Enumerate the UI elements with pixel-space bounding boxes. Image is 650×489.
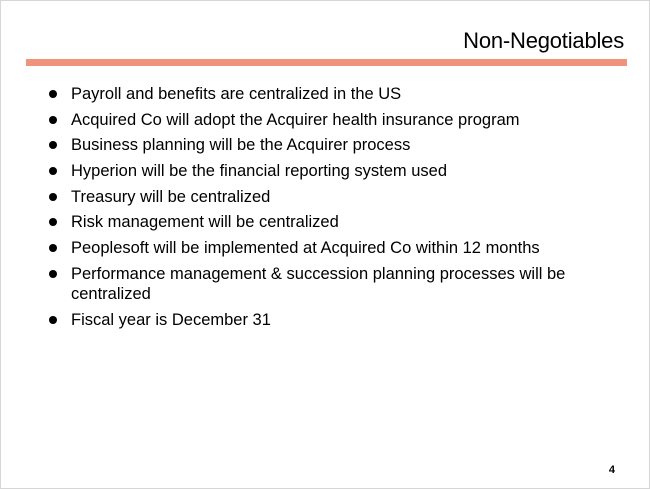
bullet-item (49, 110, 619, 130)
bullet-text: Payroll and benefits are centralized in the US (71, 85, 402, 103)
bullet-dot-icon (49, 141, 57, 149)
bullet-item (49, 187, 619, 207)
page-number: 4 (608, 464, 615, 476)
bullet-item (49, 212, 619, 232)
title-underline-bar (26, 59, 627, 66)
bullet-text: Hyperion will be the financial reporting system used (71, 162, 448, 181)
bullet-text: Peoplesoft will be implemented at Acquired Co within 12 months (71, 239, 540, 258)
bullet-item (49, 238, 619, 258)
bullet-text: Fiscal year is December 31 (71, 310, 271, 329)
bullet-dot-icon (49, 244, 57, 252)
bullet-text: Acquired Co will adopt the Acquirer health insurance program (71, 110, 520, 129)
bullet-text: Treasury will be centralized (71, 187, 271, 206)
bullet-item (49, 135, 619, 155)
bullet-dot-icon (49, 167, 57, 175)
bullet-dot-icon (49, 116, 57, 124)
bullet-text: Risk management will be centralized (71, 213, 339, 232)
bullet-dot-icon (49, 193, 57, 201)
bullet-text: Performance management & succession planning processes will be centralized (71, 264, 566, 303)
bullet-text: Business planning will be the Acquirer process (71, 136, 411, 155)
bullet-dot-icon (49, 218, 57, 226)
bullet-item (49, 161, 619, 181)
bullet-item (49, 84, 619, 104)
bullet-dot-icon (49, 270, 57, 278)
bullet-item (49, 310, 619, 330)
slide-title: Non-Negotiables (463, 28, 624, 53)
bullet-list (49, 84, 619, 335)
bullet-item (49, 264, 619, 304)
bullet-dot-icon (49, 316, 57, 324)
bullet-dot-icon (49, 90, 57, 98)
